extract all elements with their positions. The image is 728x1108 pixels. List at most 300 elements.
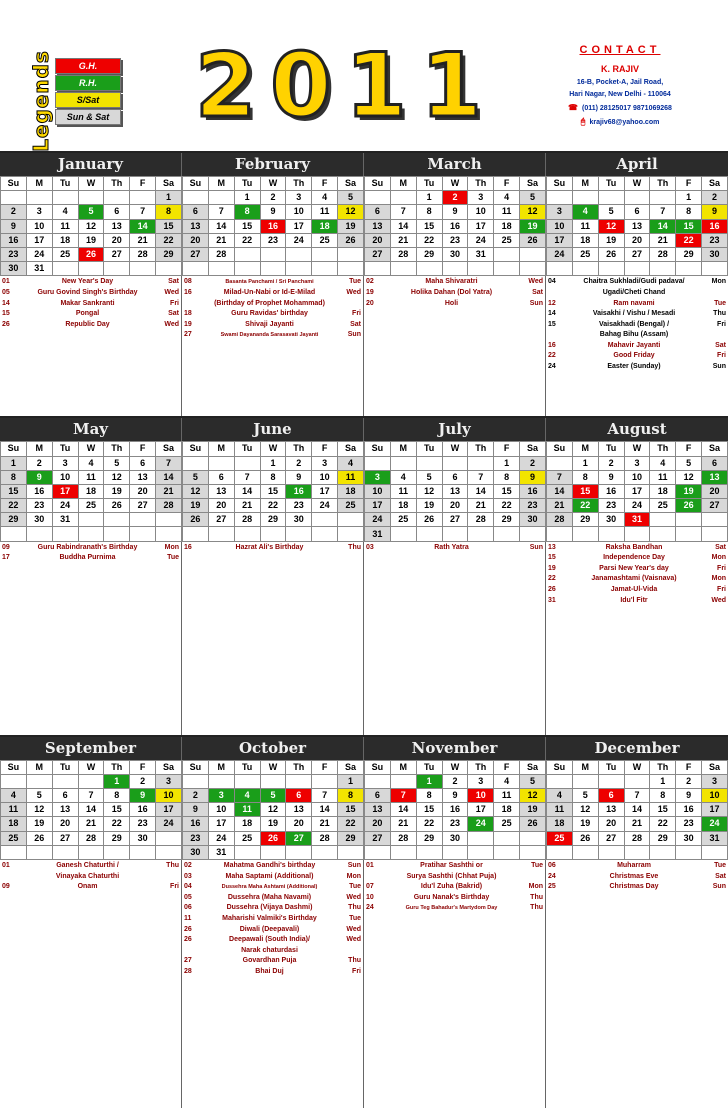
day-cell: 13 [183, 219, 209, 233]
weekday-header: Sa [702, 442, 728, 456]
weekday-header: M [572, 177, 598, 191]
empty-cell [104, 262, 130, 276]
day-cell: 12 [520, 789, 546, 803]
day-cell: 28 [312, 831, 338, 845]
empty-cell [624, 262, 650, 276]
day-cell: 27 [624, 247, 650, 261]
day-cell: 8 [104, 789, 130, 803]
day-cell: 8 [676, 205, 702, 219]
weekday-header: Sa [702, 177, 728, 191]
holiday-date: 24 [366, 904, 374, 912]
weekday-header: W [624, 442, 650, 456]
holiday-weekday: Fri [170, 299, 179, 307]
weekday-header: Sa [520, 442, 546, 456]
weekday-header: Sa [338, 760, 364, 774]
day-cell: 3 [468, 191, 494, 205]
mouse-icon: 🖰 [580, 117, 586, 126]
holiday-date: 19 [548, 564, 556, 572]
day-cell: 28 [650, 247, 676, 261]
holiday-weekday [153, 872, 179, 883]
month-grid [182, 176, 364, 276]
weekday-header: F [494, 760, 520, 774]
day-cell: 21 [234, 499, 260, 513]
empty-cell [624, 527, 650, 541]
day-cell: 27 [365, 831, 391, 845]
holiday-date: 01 [2, 278, 10, 286]
weekday-header: F [312, 760, 338, 774]
empty-cell [547, 845, 573, 859]
day-cell: 29 [494, 513, 520, 527]
holiday-date [184, 946, 204, 957]
day-cell: 22 [416, 233, 442, 247]
weekday-header: Su [547, 442, 573, 456]
empty-cell [702, 513, 728, 527]
empty-cell [286, 247, 312, 261]
holiday-name: Parsi New Year's day [599, 564, 669, 572]
empty-cell [365, 456, 391, 470]
holiday-item [366, 543, 543, 554]
holiday-date: 05 [2, 288, 10, 296]
day-cell: 18 [494, 803, 520, 817]
holiday-date: 17 [2, 554, 10, 562]
legend-gazetted-holiday: G.H. [55, 58, 121, 74]
weekday-header: F [130, 760, 156, 774]
day-cell: 4 [52, 205, 78, 219]
holiday-item [2, 299, 179, 310]
day-cell: 17 [365, 499, 391, 513]
empty-cell [312, 527, 338, 541]
day-cell: 20 [598, 817, 624, 831]
day-cell: 5 [520, 774, 546, 788]
day-cell: 5 [520, 191, 546, 205]
day-cell: 3 [26, 205, 52, 219]
day-cell: 23 [520, 499, 546, 513]
weekday-header: Sa [520, 177, 546, 191]
empty-cell [494, 527, 520, 541]
day-cell: 25 [78, 499, 104, 513]
legend-sunday-saturday: Sun & Sat [55, 109, 121, 125]
holiday-weekday: Fri [352, 967, 361, 975]
holiday-weekday: Sun [347, 331, 361, 339]
day-cell: 18 [650, 484, 676, 498]
day-cell: 10 [365, 484, 391, 498]
weekday-header: Su [1, 760, 27, 774]
day-cell: 2 [442, 191, 468, 205]
day-cell: 4 [547, 789, 573, 803]
weekday-header: Th [468, 760, 494, 774]
day-cell: 2 [286, 456, 312, 470]
day-cell: 27 [702, 499, 728, 513]
day-cell: 14 [312, 803, 338, 817]
day-cell: 12 [338, 205, 364, 219]
day-cell: 25 [547, 831, 573, 845]
empty-cell [260, 247, 286, 261]
empty-cell [52, 527, 78, 541]
holiday-name: Diwali (Deepavali) [239, 925, 300, 933]
holiday-weekday: Mon [528, 883, 543, 891]
holiday-weekday [700, 330, 726, 341]
empty-cell [547, 191, 573, 205]
holiday-item [548, 341, 726, 352]
empty-cell [572, 774, 598, 788]
holiday-weekday: Tue [349, 883, 361, 891]
holiday-weekday: Sat [715, 341, 726, 349]
day-cell: 30 [598, 513, 624, 527]
holiday-weekday: Fri [352, 310, 361, 318]
empty-cell [312, 262, 338, 276]
empty-cell [183, 456, 209, 470]
month-title: December [546, 737, 728, 760]
day-cell: 5 [598, 205, 624, 219]
day-cell: 3 [468, 774, 494, 788]
holiday-item [2, 288, 179, 299]
empty-cell [338, 845, 364, 859]
month-title: July [364, 418, 545, 441]
empty-cell [312, 774, 338, 788]
holiday-weekday: Sun [529, 543, 543, 551]
day-cell: 29 [156, 247, 182, 261]
day-cell: 9 [598, 470, 624, 484]
day-cell: 15 [650, 803, 676, 817]
empty-cell [338, 262, 364, 276]
holiday-date: 14 [2, 299, 10, 307]
day-cell: 6 [598, 789, 624, 803]
weekday-header: F [312, 442, 338, 456]
month-december [546, 737, 728, 1108]
holiday-item [548, 574, 726, 585]
empty-cell [572, 191, 598, 205]
day-cell: 10 [26, 219, 52, 233]
holiday-name: Milad-Un-Nabi or Id-E-Milad [223, 288, 316, 296]
holiday-item [184, 935, 361, 946]
empty-cell [156, 262, 182, 276]
empty-cell [260, 774, 286, 788]
weekday-header: W [260, 442, 286, 456]
day-cell: 24 [468, 817, 494, 831]
empty-cell [78, 774, 104, 788]
empty-cell [104, 527, 130, 541]
day-cell: 11 [650, 470, 676, 484]
empty-cell [468, 262, 494, 276]
day-cell: 6 [52, 789, 78, 803]
empty-cell [234, 262, 260, 276]
day-cell: 10 [156, 789, 182, 803]
day-cell: 12 [416, 484, 442, 498]
day-cell: 18 [547, 817, 573, 831]
empty-cell [624, 845, 650, 859]
weekday-header: Su [547, 760, 573, 774]
holiday-item [548, 309, 726, 320]
day-cell: 29 [416, 247, 442, 261]
holiday-weekday: Fri [170, 883, 179, 891]
weekday-header: Tu [598, 177, 624, 191]
empty-cell [442, 527, 468, 541]
holiday-item [184, 882, 361, 893]
holiday-date: 05 [184, 893, 192, 901]
day-cell: 16 [598, 484, 624, 498]
holiday-name: Guru Nanak's Birthday [413, 893, 490, 901]
month-october [182, 737, 364, 1108]
day-cell: 26 [183, 513, 209, 527]
day-cell: 24 [208, 831, 234, 845]
holiday-name: New Year's Day [61, 278, 114, 286]
empty-cell [390, 845, 416, 859]
empty-cell [183, 527, 209, 541]
empty-cell [78, 845, 104, 859]
day-cell: 1 [572, 456, 598, 470]
weekday-header: Tu [52, 442, 78, 456]
year-title: 2011 [195, 34, 496, 137]
holiday-name: Easter (Sunday) [607, 363, 661, 371]
quarter-row [0, 151, 728, 416]
weekday-header: Th [286, 760, 312, 774]
holiday-name: Republic Day [65, 320, 110, 328]
holiday-weekday: Sat [350, 320, 361, 328]
holiday-weekday: Wed [711, 596, 726, 604]
month-january [0, 153, 182, 416]
holiday-name: Raksha Bandhan [605, 543, 663, 551]
day-cell: 23 [676, 817, 702, 831]
holiday-date: 20 [366, 299, 374, 307]
holiday-weekday: Sun [347, 861, 361, 869]
day-cell: 23 [260, 233, 286, 247]
day-cell: 16 [260, 219, 286, 233]
holiday-weekday: Wed [346, 893, 361, 901]
month-february [182, 153, 364, 416]
month-august [546, 418, 728, 734]
day-cell: 28 [208, 247, 234, 261]
holiday-item [548, 882, 726, 893]
empty-cell [365, 774, 391, 788]
day-cell: 14 [208, 219, 234, 233]
day-cell: 21 [390, 233, 416, 247]
day-cell: 1 [104, 774, 130, 788]
holiday-weekday: Fri [717, 320, 726, 328]
day-cell: 17 [547, 233, 573, 247]
day-cell: 9 [1, 219, 27, 233]
day-cell: 8 [234, 205, 260, 219]
day-cell: 20 [104, 233, 130, 247]
day-cell: 20 [130, 484, 156, 498]
empty-cell [365, 191, 391, 205]
day-cell: 24 [624, 499, 650, 513]
month-grid [546, 176, 728, 276]
day-cell: 23 [702, 233, 728, 247]
holiday-weekday: Fri [717, 564, 726, 572]
day-cell: 22 [650, 817, 676, 831]
empty-cell [78, 513, 104, 527]
day-cell: 5 [26, 789, 52, 803]
day-cell: 8 [494, 470, 520, 484]
empty-cell [650, 191, 676, 205]
holiday-date: 15 [548, 554, 556, 562]
holiday-item [2, 872, 179, 883]
empty-cell [520, 831, 546, 845]
holiday-name: Idu'l Fitr [620, 596, 648, 604]
day-cell: 19 [520, 803, 546, 817]
holiday-item [548, 351, 726, 362]
holiday-date [2, 872, 22, 883]
empty-cell [286, 262, 312, 276]
holiday-weekday: Tue [714, 861, 726, 869]
empty-cell [442, 845, 468, 859]
day-cell: 2 [676, 774, 702, 788]
day-cell: 13 [104, 219, 130, 233]
empty-cell [78, 191, 104, 205]
empty-cell [547, 774, 573, 788]
holiday-date: 03 [366, 543, 374, 551]
empty-cell [547, 456, 573, 470]
empty-cell [286, 774, 312, 788]
holiday-name: Mahavir Jayanti [607, 341, 661, 349]
day-cell: 9 [260, 205, 286, 219]
weekday-header: M [208, 442, 234, 456]
empty-cell [416, 845, 442, 859]
day-cell: 14 [390, 803, 416, 817]
day-cell: 19 [676, 484, 702, 498]
day-cell: 1 [676, 191, 702, 205]
holiday-weekday: Sat [168, 278, 179, 286]
day-cell: 1 [494, 456, 520, 470]
day-cell: 6 [130, 456, 156, 470]
empty-cell [156, 831, 182, 845]
day-cell: 30 [676, 831, 702, 845]
holiday-name: Chaitra Sukhladi/Gudi padava/ [583, 278, 685, 286]
day-cell: 2 [598, 456, 624, 470]
day-cell: 8 [260, 470, 286, 484]
day-cell: 7 [624, 789, 650, 803]
holiday-name: Maharishi Valmiki's Birthday [222, 914, 317, 922]
day-cell: 17 [468, 803, 494, 817]
day-cell: 12 [598, 219, 624, 233]
day-cell: 10 [547, 219, 573, 233]
holiday-name: Makar Sankranti [60, 299, 115, 307]
day-cell: 23 [26, 499, 52, 513]
day-cell: 11 [494, 205, 520, 219]
empty-cell [104, 513, 130, 527]
empty-cell [520, 845, 546, 859]
holiday-weekday: Tue [349, 914, 361, 922]
empty-cell [676, 527, 702, 541]
empty-cell [338, 247, 364, 261]
day-cell: 24 [547, 247, 573, 261]
day-cell: 30 [26, 513, 52, 527]
holiday-item [184, 903, 361, 914]
contact-email-text[interactable]: krajiv68@yahoo.com [589, 119, 660, 126]
day-cell: 31 [624, 513, 650, 527]
empty-cell [520, 527, 546, 541]
day-cell: 13 [130, 470, 156, 484]
empty-cell [156, 527, 182, 541]
empty-cell [260, 845, 286, 859]
holiday-name: Dussehra Maha Ashtami (Additional) [221, 884, 318, 891]
weekday-header: M [26, 760, 52, 774]
day-cell: 9 [286, 470, 312, 484]
holiday-list [546, 542, 728, 735]
day-cell: 11 [234, 803, 260, 817]
day-cell: 2 [260, 191, 286, 205]
day-cell: 6 [365, 205, 391, 219]
empty-cell [312, 513, 338, 527]
empty-cell [130, 527, 156, 541]
day-cell: 6 [104, 205, 130, 219]
day-cell: 14 [234, 484, 260, 498]
day-cell: 10 [468, 789, 494, 803]
empty-cell [208, 527, 234, 541]
holiday-item [548, 861, 726, 872]
holiday-date [184, 299, 204, 310]
weekday-header: W [442, 760, 468, 774]
contact-block [520, 44, 720, 127]
day-cell: 12 [78, 219, 104, 233]
day-cell: 13 [286, 803, 312, 817]
holiday-item [548, 585, 726, 596]
day-cell: 11 [572, 219, 598, 233]
empty-cell [183, 262, 209, 276]
empty-cell [468, 527, 494, 541]
day-cell: 4 [572, 205, 598, 219]
holiday-name: Rath Yatra [434, 543, 469, 551]
month-grid [0, 760, 182, 860]
day-cell: 30 [520, 513, 546, 527]
day-cell: 7 [312, 789, 338, 803]
holiday-date: 07 [366, 883, 374, 891]
day-cell: 29 [572, 513, 598, 527]
contact-name: K. RAJIV [600, 64, 639, 74]
day-cell: 25 [52, 247, 78, 261]
day-cell: 19 [183, 499, 209, 513]
day-cell: 17 [26, 233, 52, 247]
holiday-weekday: Mon [164, 543, 179, 551]
holiday-date: 25 [548, 883, 556, 891]
holiday-name: Swami Dayananda Sarasavati Jayanti [220, 332, 319, 339]
day-cell: 7 [390, 789, 416, 803]
weekday-header: W [78, 442, 104, 456]
weekday-header: Tu [416, 760, 442, 774]
holiday-item [2, 553, 179, 564]
weekday-header: F [494, 442, 520, 456]
day-cell: 17 [702, 803, 728, 817]
holiday-name: Vinayaka Chaturthi [55, 872, 120, 880]
day-cell: 27 [183, 247, 209, 261]
holiday-name: Mahatma Gandhi's birthday [223, 861, 316, 869]
day-cell: 10 [52, 470, 78, 484]
empty-cell [650, 262, 676, 276]
holiday-weekday: Sat [715, 872, 726, 880]
month-grid [364, 441, 546, 541]
day-cell: 1 [650, 774, 676, 788]
empty-cell [1, 774, 27, 788]
day-cell: 31 [26, 262, 52, 276]
holiday-item [548, 277, 726, 288]
day-cell: 14 [390, 219, 416, 233]
empty-cell [676, 845, 702, 859]
day-cell: 21 [547, 499, 573, 513]
empty-cell [26, 527, 52, 541]
weekday-header: M [208, 177, 234, 191]
day-cell: 5 [338, 191, 364, 205]
holiday-weekday: Thu [713, 310, 726, 318]
day-cell: 26 [520, 817, 546, 831]
day-cell: 18 [390, 499, 416, 513]
holiday-weekday: Mon [346, 872, 361, 880]
holiday-item [184, 925, 361, 936]
day-cell: 20 [365, 817, 391, 831]
holiday-item [548, 553, 726, 564]
empty-cell [468, 831, 494, 845]
holiday-date: 15 [2, 310, 10, 318]
holiday-weekday: Sat [532, 288, 543, 296]
